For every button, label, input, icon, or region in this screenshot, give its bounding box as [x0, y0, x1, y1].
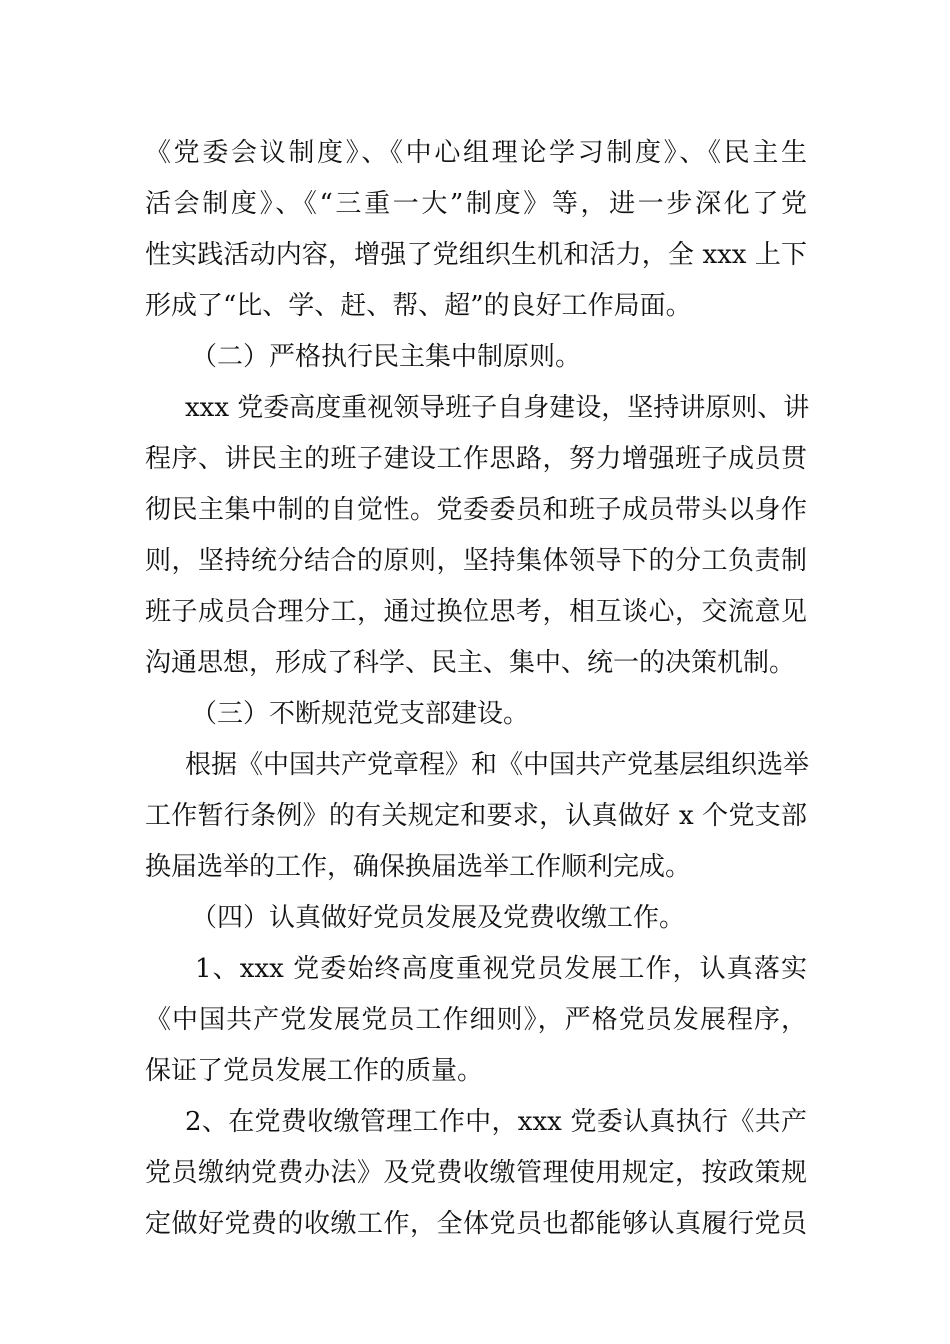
- paragraph-line: 沟通思想，形成了科学、民主、集中、统一的决策机制。: [145, 648, 796, 678]
- paragraph-line: 换届选举的工作，确保换届选举工作顺利完成。: [145, 852, 692, 882]
- paragraph-line: 《党委会议制度》、《中心组理论学习制度》、《民主生: [145, 138, 807, 168]
- document-body: [145, 128, 810, 1250]
- paragraph-line: 则，坚持统分结合的原则，坚持集体领导下的分工负责制: [145, 546, 807, 576]
- section-heading: （三）不断规范党支部建设。: [191, 699, 530, 729]
- paragraph-line: 班子成员合理分工，通过换位思考，相互谈心，交流意见: [145, 597, 807, 627]
- section-heading: （二）严格执行民主集中制原则。: [191, 342, 582, 372]
- paragraph-line: 彻民主集中制的自觉性。党委委员和班子成员带头以身作: [145, 495, 807, 525]
- paragraph-line: 2、在党费收缴管理工作中，xxx 党委认真执行《共产: [185, 1107, 807, 1137]
- paragraph-line: 《中国共产党发展党员工作细则》，严格党员发展程序，: [145, 1005, 807, 1035]
- paragraph-line: 党员缴纳党费办法》及党费收缴管理使用规定，按政策规: [145, 1158, 807, 1188]
- paragraph-line: 1、xxx 党委始终高度重视党员发展工作，认真落实: [195, 954, 807, 984]
- section-heading: （四）认真做好党员发展及党费收缴工作。: [191, 903, 686, 933]
- paragraph-line: 形成了“比、学、赶、帮、超”的良好工作局面。: [145, 291, 692, 321]
- paragraph-line: 性实践活动内容，增强了党组织生机和活力，全 xxx 上下: [145, 240, 807, 270]
- paragraph-line: 活会制度》、《“三重一大”制度》等，进一步深化了党: [145, 189, 807, 219]
- paragraph-line: 程序、讲民主的班子建设工作思路，努力增强班子成员贯: [145, 444, 807, 474]
- paragraph-line: 定做好党费的收缴工作，全体党员也都能够认真履行党员: [145, 1209, 807, 1239]
- paragraph-line: 保证了党员发展工作的质量。: [145, 1056, 484, 1086]
- paragraph-line: xxx 党委高度重视领导班子自身建设，坚持讲原则、讲: [185, 393, 810, 423]
- paragraph-line: 工作暂行条例》的有关规定和要求，认真做好 x 个党支部: [145, 801, 807, 831]
- paragraph-line: 根据《中国共产党章程》和《中国共产党基层组织选举: [185, 750, 810, 780]
